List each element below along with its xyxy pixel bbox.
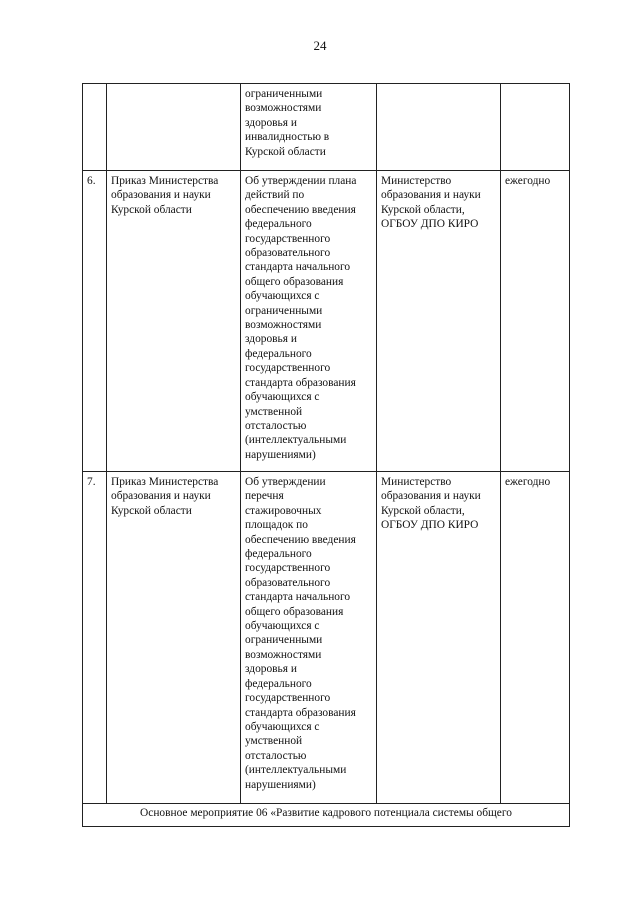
table-row (83, 472, 570, 804)
period: ежегодно (505, 175, 551, 187)
cell-text-line: Курской области (245, 145, 326, 158)
cell-text-line: Курской области (111, 203, 192, 216)
executor-cell (377, 472, 501, 804)
cell-text-line: действий по (245, 189, 305, 202)
document-type-cell (107, 84, 241, 171)
cell-text-line: отсталостью (245, 419, 307, 432)
cell-text-line: стандарта начального (245, 261, 351, 274)
document-title (245, 174, 373, 462)
document-title (245, 475, 373, 792)
cell-text-line: образования и науки (381, 189, 481, 202)
cell-text-line: Курской области (111, 504, 192, 517)
cell-text-line: федерального (245, 677, 312, 690)
cell-text-line: умственной (245, 735, 303, 748)
cell-text-line: возможностями (245, 102, 322, 115)
cell-text-line: ограниченными (245, 88, 323, 100)
cell-text-line: обеспечению введения (245, 533, 356, 546)
cell-text-line: возможностями (245, 648, 322, 661)
cell-text-line: стандарта начального (245, 591, 351, 604)
cell-text-line: обучающихся с (245, 391, 320, 404)
period-cell (501, 472, 570, 804)
table-row (83, 84, 570, 171)
cell-text-line: обучающихся с (245, 720, 320, 733)
cell-text-line: отсталостью (245, 749, 307, 762)
row-number-cell (83, 171, 107, 472)
cell-text-line: (интеллектуальными (245, 434, 347, 447)
cell-text-line: ОГБОУ ДПО КИРО (381, 218, 479, 231)
cell-text-line: федерального (245, 548, 312, 561)
cell-text-line: федерального (245, 347, 312, 360)
period-cell (501, 84, 570, 171)
page-number: 24 (313, 38, 327, 53)
cell-text-line: обучающихся с (245, 620, 320, 633)
section-heading: Основное мероприятие 06 «Развитие кадрового потенциала системы общего (140, 807, 512, 819)
cell-text-line: образовательного (245, 247, 331, 260)
cell-text-line: Об утверждении (245, 476, 326, 488)
table-row (83, 171, 570, 472)
cell-text-line: площадок по (245, 519, 308, 532)
cell-text-line: государственного (245, 232, 331, 245)
row-number: 7. (87, 476, 96, 488)
cell-text-line: здоровья и (245, 333, 297, 346)
executor-cell (377, 171, 501, 472)
document-title-cell (241, 84, 377, 171)
document-type-cell (107, 171, 241, 472)
document-type (111, 174, 237, 217)
cell-text-line: нарушениями) (245, 448, 316, 461)
executor-cell (377, 84, 501, 171)
period: ежегодно (505, 476, 551, 488)
cell-text-line: ОГБОУ ДПО КИРО (381, 519, 479, 532)
cell-text-line: возможностями (245, 319, 322, 332)
period-cell (501, 171, 570, 472)
cell-text-line: (интеллектуальными (245, 764, 347, 777)
cell-text-line: общего образования (245, 275, 344, 288)
cell-text-line: обеспечению введения (245, 203, 356, 216)
cell-text-line: здоровья и (245, 663, 297, 676)
cell-text-line: Об утверждении плана (245, 175, 357, 187)
document-type-cell (107, 472, 241, 804)
cell-text-line: Курской области, (381, 504, 465, 517)
document-type (111, 475, 237, 518)
row-number-cell (83, 84, 107, 171)
cell-text-line: образования и науки (111, 189, 211, 202)
document-title-cell (241, 171, 377, 472)
cell-text-line: Приказ Министерства (111, 175, 219, 187)
row-number: 6. (87, 175, 96, 187)
cell-text-line: перечня (245, 490, 284, 503)
cell-text-line: ограниченными (245, 304, 323, 317)
cell-text-line: государственного (245, 562, 331, 575)
document-title-cell (241, 472, 377, 804)
cell-text-line: здоровья и (245, 116, 297, 129)
measures-table (82, 83, 570, 827)
cell-text-line: образовательного (245, 576, 331, 589)
cell-text-line: образования и науки (381, 490, 481, 503)
cell-text-line: инвалидностью в (245, 131, 330, 144)
cell-text-line: Министерство (381, 175, 452, 187)
executor (381, 174, 497, 232)
cell-text-line: государственного (245, 692, 331, 705)
cell-text-line: обучающихся с (245, 290, 320, 303)
cell-text-line: умственной (245, 405, 303, 418)
section-heading-row (83, 804, 570, 827)
cell-text-line: Министерство (381, 476, 452, 488)
cell-text-line: стандарта образования (245, 706, 356, 719)
section-heading-cell (83, 804, 570, 827)
cell-text-line: Приказ Министерства (111, 476, 219, 488)
cell-text-line: стажировочных (245, 504, 322, 517)
cell-text-line: ограниченными (245, 634, 323, 647)
cell-text-line: Курской области, (381, 203, 465, 216)
cell-text-line: государственного (245, 362, 331, 375)
cell-text-line: образования и науки (111, 490, 211, 503)
cell-text-line: нарушениями) (245, 778, 316, 791)
cell-text-line: стандарта образования (245, 376, 356, 389)
executor (381, 475, 497, 533)
document-title (245, 87, 373, 159)
cell-text-line: общего образования (245, 605, 344, 618)
row-number-cell (83, 472, 107, 804)
cell-text-line: федерального (245, 218, 312, 231)
